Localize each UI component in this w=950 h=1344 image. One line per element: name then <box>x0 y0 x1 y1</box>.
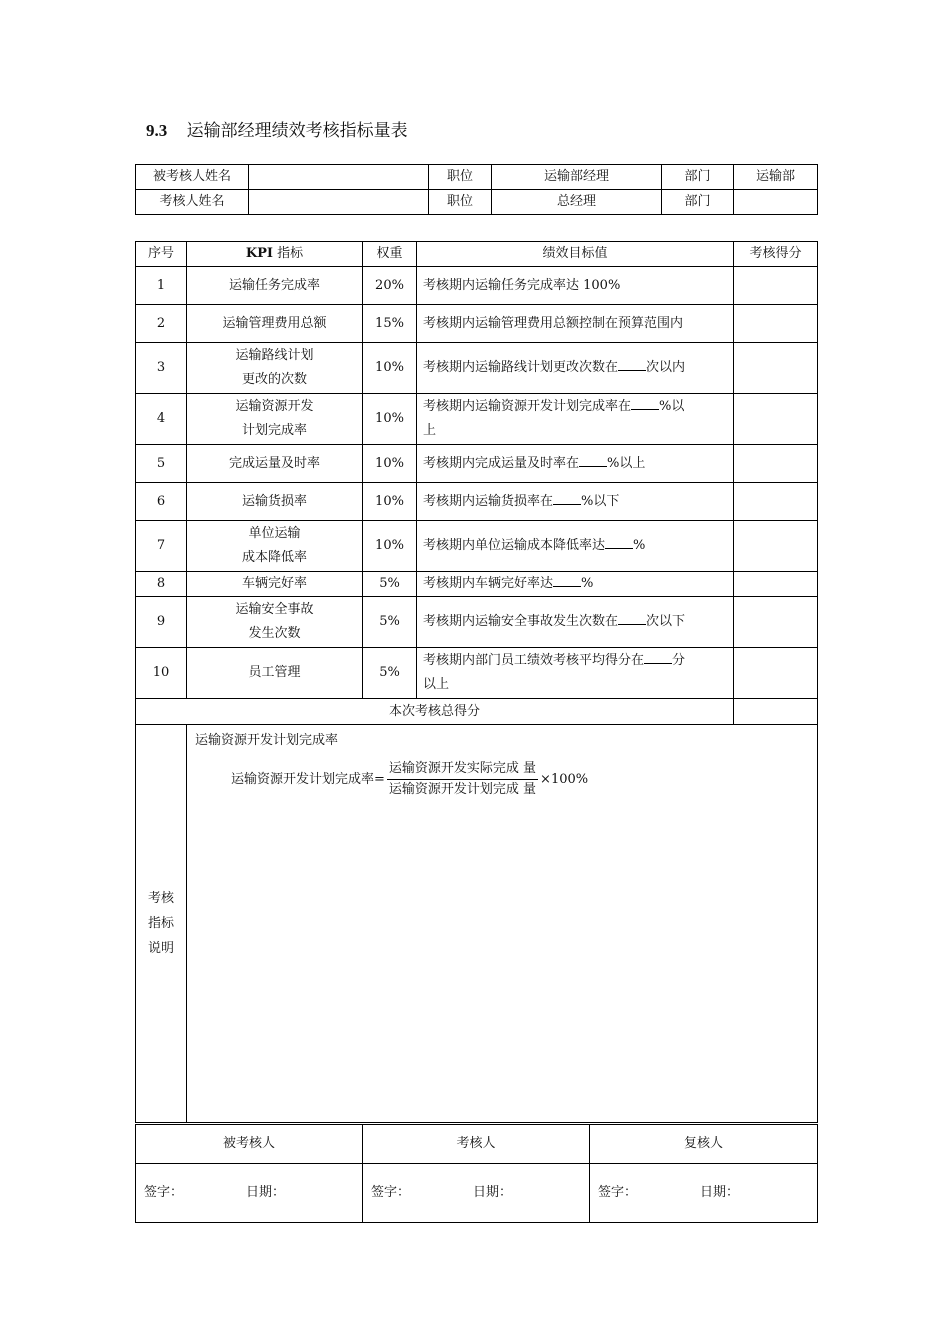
kpi-weight: 5% <box>363 572 417 597</box>
department-label: 部门 <box>662 190 734 215</box>
row-number: 4 <box>136 394 187 445</box>
reviewer-role: 复核人 <box>590 1125 818 1164</box>
kpi-weight: 10% <box>363 521 417 572</box>
reviewer-signature-cell <box>590 1164 818 1223</box>
kpi-name: 车辆完好率 <box>187 572 363 597</box>
row-number: 9 <box>136 597 187 648</box>
kpi-target <box>417 597 734 648</box>
kpi-weight: 20% <box>363 267 417 305</box>
header-kpi <box>187 242 363 267</box>
fill-blank <box>553 573 581 587</box>
target-text-tail: % <box>581 576 594 591</box>
assessor-name-value <box>249 190 429 215</box>
formula-fraction <box>387 759 538 800</box>
target-text-tail: %以上 <box>607 455 646 471</box>
header-kpi-bold: KPI <box>245 246 273 261</box>
table-row <box>136 483 818 521</box>
assessor-name-label: 考核人姓名 <box>136 190 249 215</box>
header-kpi-rest: 指标 <box>273 246 304 261</box>
kpi-score <box>734 648 818 699</box>
fill-blank <box>618 611 646 625</box>
kpi-name-line2: 更改的次数 <box>241 372 307 387</box>
explanation-heading: 运输资源开发计划完成率 <box>195 733 339 748</box>
formula-numerator: 运输资源开发实际完成 量 <box>387 759 538 780</box>
header-target: 绩效目标值 <box>417 242 734 267</box>
explanation-content <box>187 725 818 1123</box>
fill-blank <box>618 357 646 371</box>
kpi-weight: 10% <box>363 483 417 521</box>
target-text: 考核期内运输路线计划更改次数在 <box>423 360 619 375</box>
kpi-score <box>734 267 818 305</box>
header-score: 考核得分 <box>734 242 818 267</box>
date-label: 日期： <box>700 1185 740 1200</box>
target-text-line2: 上 <box>423 423 437 438</box>
fill-blank <box>579 453 607 467</box>
kpi-name: 运输任务完成率 <box>187 267 363 305</box>
kpi-target <box>417 648 734 699</box>
kpi-target <box>417 394 734 445</box>
kpi-score <box>734 343 818 394</box>
department-label: 部门 <box>662 165 734 190</box>
kpi-name-line2: 成本降低率 <box>241 550 307 565</box>
target-text: 考核期内车辆完好率达 <box>423 576 554 591</box>
kpi-weight: 15% <box>363 305 417 343</box>
assessor-role: 考核人 <box>363 1125 590 1164</box>
target-text-tail: 次以下 <box>646 614 686 629</box>
formula-denominator: 运输资源开发计划完成 量 <box>388 782 537 797</box>
section-title: 运输部经理绩效考核指标量表 <box>186 121 408 141</box>
table-row <box>136 572 818 597</box>
department-value: 运输部 <box>734 165 818 190</box>
kpi-name: 完成运量及时率 <box>187 445 363 483</box>
total-score-value <box>734 699 818 725</box>
kpi-table <box>135 241 818 1123</box>
table-row <box>136 445 818 483</box>
kpi-weight: 5% <box>363 597 417 648</box>
target-text: 考核期内完成运量及时率在 <box>423 455 580 471</box>
info-table <box>135 164 818 215</box>
row-number: 10 <box>136 648 187 699</box>
signature-table <box>135 1124 818 1223</box>
explanation-label-line1: 考核 <box>147 891 174 906</box>
kpi-target <box>417 445 734 483</box>
kpi-name <box>187 343 363 394</box>
target-text: 考核期内运输货损率在 <box>423 493 554 509</box>
target-text: 考核期内运输资源开发计划完成率在 <box>423 399 632 414</box>
sign-label: 签字： <box>598 1185 638 1200</box>
kpi-name <box>187 597 363 648</box>
kpi-score <box>734 597 818 648</box>
kpi-target: 考核期内运输管理费用总额控制在预算范围内 <box>417 305 734 343</box>
kpi-score <box>734 445 818 483</box>
date-label: 日期： <box>473 1185 513 1200</box>
kpi-score <box>734 572 818 597</box>
assessor-signature-cell <box>363 1164 590 1223</box>
department-value <box>734 190 818 215</box>
row-number: 6 <box>136 483 187 521</box>
kpi-name: 运输货损率 <box>187 483 363 521</box>
assessee-role: 被考核人 <box>136 1125 363 1164</box>
kpi-name: 运输管理费用总额 <box>187 305 363 343</box>
page-title <box>146 116 408 141</box>
row-number: 1 <box>136 267 187 305</box>
kpi-target: 考核期内运输任务完成率达 100% <box>417 267 734 305</box>
table-row <box>136 394 818 445</box>
table-row <box>136 597 818 648</box>
kpi-name-line1: 运输资源开发 <box>235 399 314 414</box>
kpi-score <box>734 394 818 445</box>
total-score-label: 本次考核总得分 <box>136 699 734 725</box>
kpi-weight: 5% <box>363 648 417 699</box>
row-number: 3 <box>136 343 187 394</box>
explanation-label-line2: 指标 <box>147 916 174 931</box>
fill-blank <box>631 396 659 410</box>
target-text-tail: 分 <box>672 653 686 668</box>
position-label: 职位 <box>429 165 492 190</box>
formula-multiplier: ×100% <box>540 771 589 787</box>
kpi-name <box>187 394 363 445</box>
header-weight: 权重 <box>363 242 417 267</box>
explanation-label <box>136 725 187 1123</box>
kpi-name-line1: 运输安全事故 <box>235 602 314 617</box>
section-number: 9.3 <box>146 121 168 140</box>
kpi-score <box>734 521 818 572</box>
kpi-target <box>417 343 734 394</box>
kpi-name-line1: 单位运输 <box>248 526 301 541</box>
table-row <box>136 305 818 343</box>
row-number: 2 <box>136 305 187 343</box>
kpi-weight: 10% <box>363 394 417 445</box>
kpi-weight: 10% <box>363 445 417 483</box>
kpi-target <box>417 483 734 521</box>
table-row <box>136 521 818 572</box>
kpi-name <box>187 521 363 572</box>
target-text-line2: 以上 <box>423 677 450 692</box>
kpi-name-line2: 计划完成率 <box>241 423 307 438</box>
formula-lhs: 运输资源开发计划完成率= <box>231 771 385 787</box>
assessee-name-label: 被考核人姓名 <box>136 165 249 190</box>
target-text-tail: 次以内 <box>646 360 686 375</box>
assessee-signature-cell <box>136 1164 363 1223</box>
sign-label: 签字： <box>144 1185 184 1200</box>
row-number: 7 <box>136 521 187 572</box>
kpi-target <box>417 521 734 572</box>
row-number: 5 <box>136 445 187 483</box>
fill-blank <box>553 491 581 505</box>
fill-blank <box>644 650 672 664</box>
date-label: 日期： <box>246 1185 286 1200</box>
fill-blank <box>605 535 633 549</box>
kpi-target <box>417 572 734 597</box>
kpi-weight: 10% <box>363 343 417 394</box>
target-text: 考核期内单位运输成本降低率达 <box>423 538 606 553</box>
table-row <box>136 267 818 305</box>
target-text-tail: %以下 <box>581 493 620 509</box>
sign-label: 签字： <box>371 1185 411 1200</box>
assessee-name-value <box>249 165 429 190</box>
completion-formula <box>231 759 811 800</box>
kpi-score <box>734 483 818 521</box>
target-text-tail: % <box>633 538 646 553</box>
row-number: 8 <box>136 572 187 597</box>
target-text-tail: %以 <box>659 399 685 414</box>
kpi-name: 员工管理 <box>187 648 363 699</box>
kpi-name-line1: 运输路线计划 <box>235 348 314 363</box>
position-value: 总经理 <box>492 190 662 215</box>
explanation-label-line3: 说明 <box>147 941 174 956</box>
kpi-score <box>734 305 818 343</box>
target-text: 考核期内运输安全事故发生次数在 <box>423 614 619 629</box>
position-label: 职位 <box>429 190 492 215</box>
kpi-name-line2: 发生次数 <box>248 626 301 641</box>
table-row <box>136 648 818 699</box>
table-row <box>136 343 818 394</box>
target-text: 考核期内部门员工绩效考核平均得分在 <box>423 653 645 668</box>
position-value: 运输部经理 <box>492 165 662 190</box>
header-no: 序号 <box>136 242 187 267</box>
